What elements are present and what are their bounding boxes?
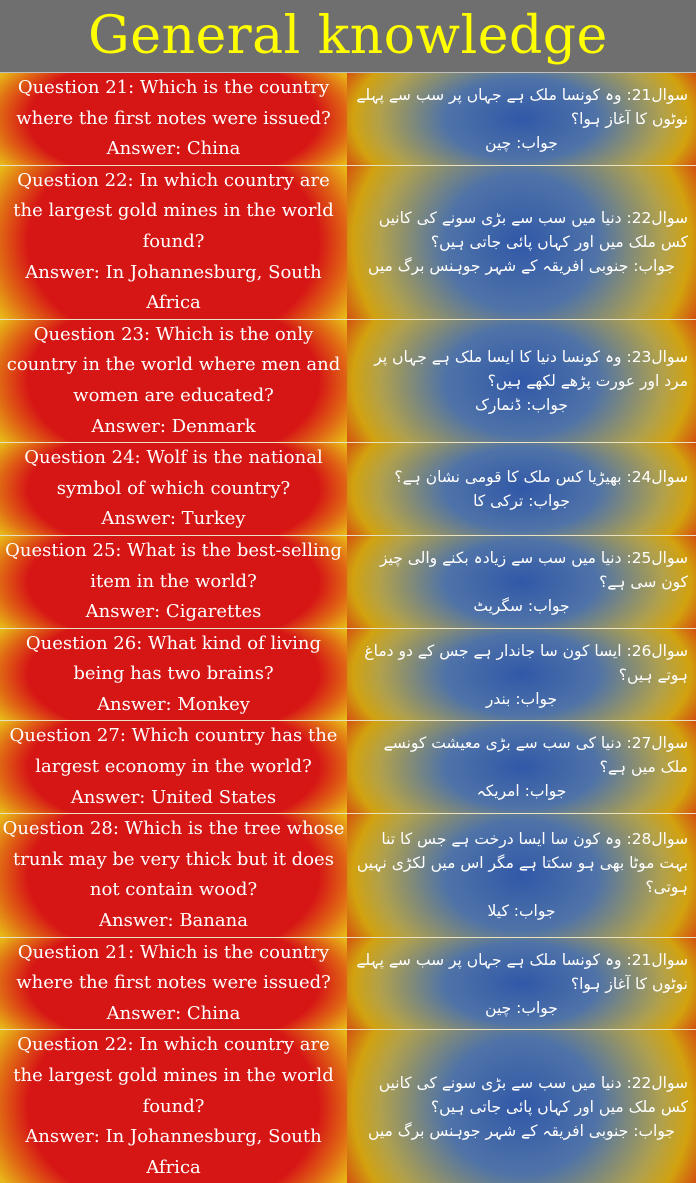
qa-row — [0, 813, 696, 936]
english-cell — [0, 536, 347, 628]
urdu-answer: جواب: کیلا — [487, 902, 556, 921]
urdu-cell — [347, 721, 696, 813]
english-cell — [0, 629, 347, 721]
english-question: Question 22: In which country are the largest gold mines in the world found? — [13, 1034, 334, 1117]
urdu-answer: جواب: چین — [485, 133, 558, 152]
urdu-answer: جواب: جنوبی افریقہ کے شہر جوہنس برگ میں — [368, 257, 675, 276]
urdu-answer: جواب: بندر — [485, 689, 558, 708]
urdu-cell — [347, 629, 696, 721]
urdu-cell — [347, 536, 696, 628]
urdu-question: سوال26: ایسا کون سا جاندار ہے جس کے دو دماغ ہوتے ہیں؟ — [364, 641, 688, 684]
qa-table — [0, 73, 696, 1183]
english-question: Question 25: What is the best-selling item in the world? — [5, 539, 342, 592]
english-cell — [0, 320, 347, 442]
english-answer: Answer: Turkey — [101, 508, 246, 530]
urdu-question: سوال25: دنیا میں سب سے زیادہ بکنے والی چیز کون سی ہے؟ — [379, 548, 688, 591]
urdu-answer: جواب: چین — [485, 998, 558, 1017]
english-cell — [0, 814, 347, 936]
qa-row — [0, 442, 696, 535]
english-answer: Answer: Monkey — [97, 693, 250, 715]
english-question: Question 21: Which is the country where the first notes were issued? — [16, 77, 331, 129]
urdu-cell — [347, 814, 696, 936]
urdu-answer: جواب: ڈنمارک — [475, 395, 568, 414]
english-answer: Answer: United States — [70, 786, 277, 808]
urdu-cell — [347, 73, 696, 165]
english-cell — [0, 721, 347, 813]
english-answer: Answer: Denmark — [91, 415, 256, 437]
english-answer: Answer: Cigarettes — [85, 601, 262, 623]
urdu-answer: جواب: سگریٹ — [473, 596, 570, 615]
page-header — [0, 0, 696, 73]
qa-row — [0, 628, 696, 721]
qa-row — [0, 720, 696, 813]
english-answer: Answer: China — [106, 1002, 241, 1024]
urdu-question: سوال22: دنیا میں سب سے بڑی سونے کی کانیں کس ملک میں اور کہاں پائی جاتی ہیں؟ — [378, 209, 688, 252]
english-question: Question 22: In which country are the largest gold mines in the world found? — [13, 169, 334, 252]
urdu-cell — [347, 1030, 696, 1183]
qa-row — [0, 1029, 696, 1183]
page-title: General knowledge — [88, 6, 608, 66]
urdu-answer: جواب: جنوبی افریقہ کے شہر جوہنس برگ میں — [368, 1121, 675, 1140]
urdu-cell — [347, 443, 696, 535]
english-answer: Answer: In Johannesburg, South Africa — [25, 1126, 322, 1178]
english-answer: Answer: Banana — [99, 910, 248, 932]
qa-row — [0, 535, 696, 628]
urdu-question: سوال24: بھیڑیا کس ملک کا قومی نشان ہے؟ — [394, 468, 688, 487]
urdu-cell — [347, 320, 696, 442]
english-question: Question 26: What kind of living being has two brains? — [25, 632, 322, 685]
urdu-question: سوال27: دنیا کی سب سے بڑی معیشت کونسے ملک میں ہے؟ — [383, 734, 688, 777]
qa-row — [0, 937, 696, 1030]
urdu-answer: جواب: ترکی کا — [473, 492, 570, 511]
english-question: Question 24: Wolf is the national symbol of which country? — [24, 447, 323, 499]
urdu-question: سوال23: وہ کونسا دنیا کا ایسا ملک ہے جہاں پر مرد اور عورت پڑھے لکھے ہیں؟ — [374, 347, 688, 390]
qa-row — [0, 165, 696, 319]
english-answer: Answer: In Johannesburg, South Africa — [25, 261, 322, 314]
qa-row — [0, 319, 696, 442]
english-answer: Answer: China — [106, 138, 241, 160]
qa-row — [0, 73, 696, 165]
english-cell — [0, 443, 347, 535]
urdu-question: سوال22: دنیا میں سب سے بڑی سونے کی کانیں کس ملک میں اور کہاں پائی جاتی ہیں؟ — [378, 1073, 688, 1116]
urdu-question: سوال21: وہ کونسا ملک ہے جہاں پر سب سے پہلے نوٹوں کا آغاز ہوا؟ — [356, 85, 688, 128]
english-cell — [0, 1030, 347, 1183]
english-question: Question 21: Which is the country where the first notes were issued? — [16, 941, 331, 994]
urdu-answer: جواب: امریکہ — [476, 782, 567, 801]
urdu-cell — [347, 166, 696, 319]
english-question: Question 23: Which is the only country in the world where men and women are educated? — [6, 323, 341, 406]
urdu-question: سوال21: وہ کونسا ملک ہے جہاں پر سب سے پہلے نوٹوں کا آغاز ہوا؟ — [356, 950, 688, 993]
english-cell — [0, 166, 347, 319]
english-question: Question 27: Which country has the largest economy in the world? — [9, 725, 338, 778]
english-cell — [0, 73, 347, 165]
urdu-cell — [347, 938, 696, 1030]
english-question: Question 28: Which is the tree whose trunk may be very thick but it does not contain wood? — [2, 818, 345, 901]
english-cell — [0, 938, 347, 1030]
urdu-question: سوال28: وہ کون سا ایسا درخت ہے جس کا تنا بہت موٹا بھی ہو سکتا ہے مگر اس میں لکڑی نہیں ہوتی؟ — [356, 830, 688, 897]
